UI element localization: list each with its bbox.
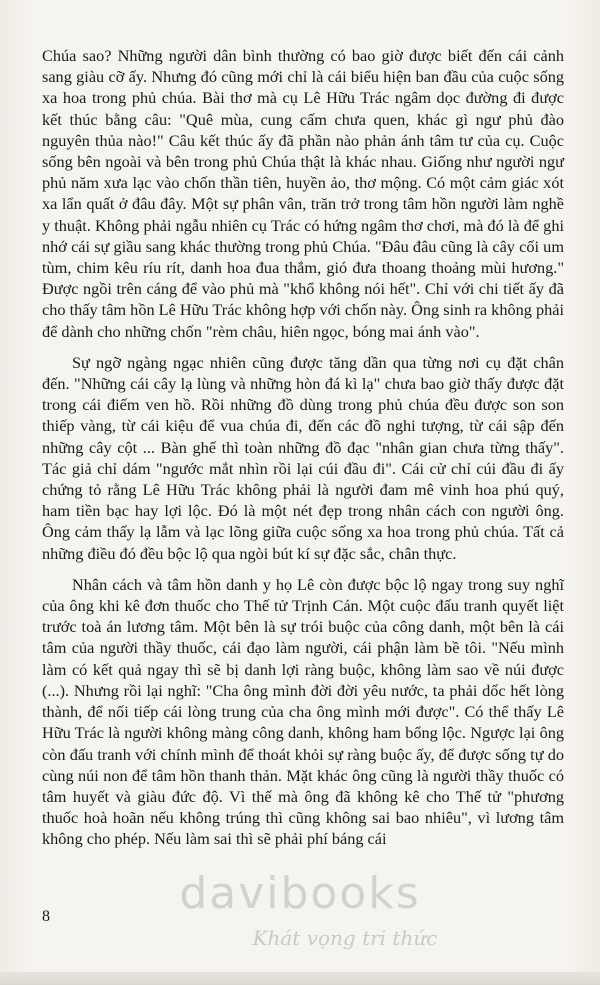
page-number: 8 (42, 908, 50, 925)
page-bottom-edge (0, 972, 600, 985)
paragraph-2: Sự ngỡ ngàng ngạc nhiên cũng được tăng dần qua từng nơi cụ đặt chân đến. "Những cái cây lạ lùng và những hòn đá kì lạ" chưa bao giờ thấy được đặt trong cái điếm ven hồ. Rồi những đồ dùng trong phủ chúa đều được son son thiếp vàng, từ cái kiệu để vua chúa đi, đến các đồ nghi tượng, từ cái sập đến những cây cột ... Bàn ghế thì toàn những đồ đạc "nhân gian chưa từng thấy". Tác giả chỉ dám "ngước mắt nhìn rồi lại cúi đầu đi". Cái cử chỉ cúi đầu đi ấy chứng tỏ rằng Lê Hữu Trác không phải là người đam mê vinh hoa phú quý, ham tiền bạc hay lợi lộc. Đó là một nét đẹp trong nhân cách con người ông. Ông cảm thấy lạ lẫm và lạc lõng giữa cuộc sống xa hoa trong phủ chúa. Tất cả những điều đó đều bộc lộ qua ngòi bút kí sự đặc sắc, chân thực. (42, 352, 564, 563)
watermark-tagline: Khát vọng tri thức (252, 926, 438, 950)
paragraph-1: Chúa sao? Những người dân bình thường có bao giờ được biết đến cái cảnh sang giàu cỡ ấy. Nhưng đó cũng mới chỉ là cái biểu hiện ban đầu của cuộc sống xa hoa trong phủ chúa. Bài thơ mà cụ Lê Hữu Trác ngâm dọc đường đi được kết thúc bằng câu: "Quê mùa, cung cấm chưa quen, khác gì ngư phủ đào nguyên thủa nào!" Câu kết thúc ấy đã phần nào phản ánh tâm tư của cụ. Cuộc sống bên ngoài và bên trong phủ Chúa thật là khác nhau. Giống như người ngư phủ năm xưa lạc vào chốn thần tiên, huyền ảo, thơ mộng. Có một cảm giác xót xa lẩn quất ở đâu đây. Một sự phân vân, trăn trở trong tâm hồn người làm nghề y thuật. Không phải ngẫu nhiên cụ Trác có hứng ngâm thơ chơi, mà đó là để ghi nhớ cái sự giầu sang khác thường trong phủ Chúa. "Đâu đâu cũng là cây cối um tùm, chim kêu ríu rít, danh hoa đua thắm, gió đưa thoang thoảng mùi hương." Được ngồi trên cáng để vào phủ mà "khổ không nói hết". Chỉ với chi tiết ấy đã cho thấy tâm hồn Lê Hữu Trác không hợp với chốn này. Ông sinh ra không phải để dành cho những chốn "rèm châu, hiên ngọc, bóng mai ánh vào". (42, 46, 564, 341)
watermark-logo: davibooks (179, 868, 421, 919)
body-text (42, 45, 564, 850)
paragraph-3: Nhân cách và tâm hồn danh y họ Lê còn được bộc lộ ngay trong suy nghĩ của ông khi kê đơn thuốc cho Thế tử Trịnh Cán. Một cuộc đấu tranh quyết liệt trước toà án lương tâm. Một bên là sự trói buộc của công danh, một bên là cái tâm của người thầy thuốc, cái đạo làm người, cái phận làm bề tôi. "Nếu mình làm có kết quả ngay thì sẽ bị danh lợi ràng buộc, không làm sao về núi được (...). Nhưng rồi lại nghĩ: "Cha ông mình đời đời yêu nước, ta phải dốc hết lòng thành, để nối tiếp cái lòng trung của cha ông mình mới được". Có thể thấy Lê Hữu Trác là người không màng công danh, không ham bổng lộc. Ngược lại ông còn đấu tranh với chính mình để thoát khỏi sự ràng buộc ấy, để được sống tự do cùng núi non để tâm hồn thanh thản. Mặt khác ông cũng là người thầy thuốc có tâm huyết và giàu đức độ. Vì thế mà ông đã không kê cho Thế tử "phương thuốc hoà hoãn nếu không trúng thì cũng không sai bao nhiêu", vì lương tâm không cho phép. Nếu làm sai thì sẽ phải phí báng cái (42, 574, 564, 849)
